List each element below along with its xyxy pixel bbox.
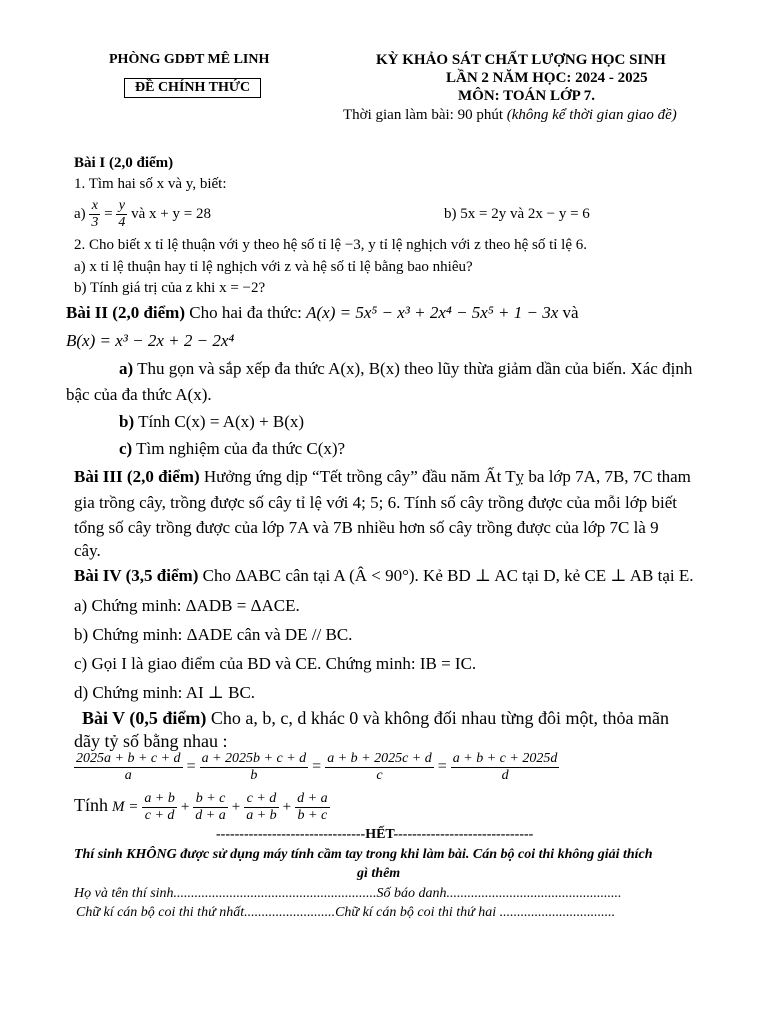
section-4-intro-text: Cho ΔABC cân tại A (Â < 90°). Kẻ BD ⊥ AC tại D, kẻ CE ⊥ AB tại E. [202, 566, 694, 585]
frac-num: a + b + c + 2025d [452, 751, 558, 766]
section-3-line1 [74, 467, 691, 487]
proctor-signature-line: Chữ kí cán bộ coi thi thứ nhất..........................Chữ kí cán bộ coi thi thứ hai ................................. [76, 905, 616, 920]
candidate-info-line: Họ và tên thí sinh..........................................................Số báo danh.................................................. [74, 886, 622, 901]
frac-den: 3 [91, 215, 99, 230]
equals: = [437, 758, 447, 776]
qa-label: a) [119, 359, 134, 378]
frac-num: a + b [144, 791, 175, 806]
section-1-title-text: Bài I (2,0 điểm) [74, 155, 174, 171]
section-4-qb: b) Chứng minh: ΔADE cân và DE // BC. [74, 625, 353, 644]
official-badge: ĐỀ CHÍNH THỨC [124, 78, 261, 98]
frac-den: a [124, 768, 132, 783]
plus: + [282, 799, 292, 816]
ratio-3 [325, 751, 434, 784]
qb-text: Tính C(x) = A(x) + B(x) [138, 412, 305, 431]
section-2-title: Bài II (2,0 điểm) [66, 303, 185, 322]
section-2-qc [119, 439, 345, 459]
section-5-text: Cho a, b, c, d khác 0 và không đối nhau từng đôi một, thỏa mãn [210, 708, 670, 728]
q1a-condition: và x + y = 28 [131, 205, 211, 222]
section-4-intro [74, 566, 693, 586]
exam-time [343, 107, 677, 124]
equals: = [186, 758, 196, 776]
time-text: Thời gian làm bài: 90 phút [343, 107, 503, 123]
section-1-title [74, 155, 173, 172]
section-1-q2: 2. Cho biết x tỉ lệ thuận với y theo hệ số tỉ lệ −3, y tỉ lệ nghịch với z theo hệ số tỉ lệ 6. [74, 237, 587, 253]
section-4-qa: a) Chứng minh: ΔADB = ΔACE. [74, 596, 300, 615]
section-2-intro-text: Cho hai đa thức: [189, 303, 302, 322]
section-5-line2: dãy tỷ số bằng nhau : [74, 731, 228, 751]
frac-den: b + c [297, 808, 328, 823]
m-label: M = [112, 799, 139, 816]
frac-num: y [116, 198, 127, 215]
ratio-2 [200, 751, 309, 784]
frac-num: a + 2025b + c + d [201, 751, 307, 766]
frac-den: a + b [246, 808, 277, 823]
section-5-line1 [82, 708, 669, 729]
section-1-q1b: b) 5x = 2y và 2x − y = 6 [444, 206, 590, 222]
section-4-title: Bài IV (3,5 điểm) [74, 566, 199, 585]
compute-m [74, 791, 330, 824]
section-3-line3: tổng số cây trồng được của lớp 7A và 7B nhiều hơn số cây trồng được của lớp 7C là 9 [74, 518, 659, 537]
section-1-q2b: b) Tính giá trị của z khi x = −2? [74, 280, 266, 296]
qc-label: c) [119, 439, 133, 458]
section-5-title: Bài V (0,5 điểm) [82, 708, 207, 728]
section-4-qd: d) Chứng minh: AI ⊥ BC. [74, 683, 256, 702]
section-1-q1: 1. Tìm hai số x và y, biết: [74, 176, 227, 192]
frac-num: a + b + 2025c + d [327, 751, 432, 766]
footer-note: Thí sinh KHÔNG được sử dụng máy tính cầm tay trong khi làm bài. Cán bộ coi thi không giải thích [74, 847, 653, 862]
ratio-chain [74, 751, 559, 784]
end-marker: --------------------------------HẾT------------------------------ [216, 827, 534, 842]
m-term-1 [142, 791, 176, 824]
fraction-x-3 [89, 198, 100, 231]
frac-num: b + c [193, 791, 227, 808]
frac-den: 4 [118, 215, 126, 230]
section-2-qa-cont: bậc của đa thức A(x). [66, 385, 212, 404]
section-3-line2: gia trồng cây, trồng được số cây tỉ lệ với 4; 5; 6. Tính số cây trồng được của mỗi lớp biết [74, 493, 677, 512]
m-term-2 [193, 791, 227, 824]
equals: = [312, 758, 322, 776]
frac-num: x [89, 198, 100, 215]
section-2-qa [119, 359, 692, 379]
fraction-y-4 [116, 198, 127, 231]
section-1-q1a [74, 198, 211, 231]
qb-label: b) [119, 412, 135, 431]
plus: + [180, 799, 190, 816]
frac-den: b [250, 768, 258, 783]
section-2-qb [119, 412, 304, 432]
polynomial-a: A(x) = 5x⁵ − x³ + 2x⁴ − 5x⁵ + 1 − 3x [306, 303, 559, 322]
frac-num: c + d [244, 791, 278, 808]
section-1-q2a: a) x tỉ lệ thuận hay tỉ lệ nghịch với z và hệ số tỉ lệ bằng bao nhiêu? [74, 259, 473, 275]
frac-den: c [376, 768, 383, 783]
section-3-line4: cây. [74, 541, 101, 560]
time-note: (không kể thời gian giao đề) [506, 107, 677, 123]
exam-round: LẦN 2 NĂM HỌC: 2024 - 2025 [446, 70, 648, 86]
plus: + [231, 799, 241, 816]
conjunction: và [562, 303, 579, 322]
q1a-label: a) [74, 205, 86, 222]
footer-note-cont: gì thêm [357, 866, 401, 881]
frac-den: d + a [195, 808, 226, 823]
department-name: PHÒNG GDĐT MÊ LINH [109, 52, 270, 67]
frac-num: 2025a + b + c + d [76, 751, 181, 766]
section-3-title: Bài III (2,0 điểm) [74, 467, 200, 486]
section-3-text: Hưởng ứng dịp “Tết trồng cây” đầu năm Ất Tỵ ba lớp 7A, 7B, 7C tham [203, 467, 691, 486]
frac-den: d [501, 768, 509, 783]
m-term-3 [244, 791, 278, 824]
qc-text: Tìm nghiệm của đa thức C(x)? [136, 439, 346, 458]
m-term-4 [295, 791, 329, 824]
exam-title: KỲ KHẢO SÁT CHẤT LƯỢNG HỌC SINH [376, 52, 666, 68]
qa-text: Thu gọn và sắp xếp đa thức A(x), B(x) theo lũy thừa giảm dần của biến. Xác định [137, 359, 693, 378]
equals: = [104, 205, 113, 222]
exam-subject: MÔN: TOÁN LỚP 7. [458, 88, 595, 104]
section-4-qc: c) Gọi I là giao điểm của BD và CE. Chứng minh: IB = IC. [74, 654, 477, 673]
polynomial-b: B(x) = x³ − 2x + 2 − 2x⁴ [66, 331, 235, 350]
ratio-4 [451, 751, 560, 784]
frac-den: c + d [144, 808, 175, 823]
ratio-1 [74, 751, 183, 784]
compute-label: Tính [74, 795, 108, 816]
section-2-intro [66, 303, 579, 323]
frac-num: d + a [297, 791, 328, 806]
